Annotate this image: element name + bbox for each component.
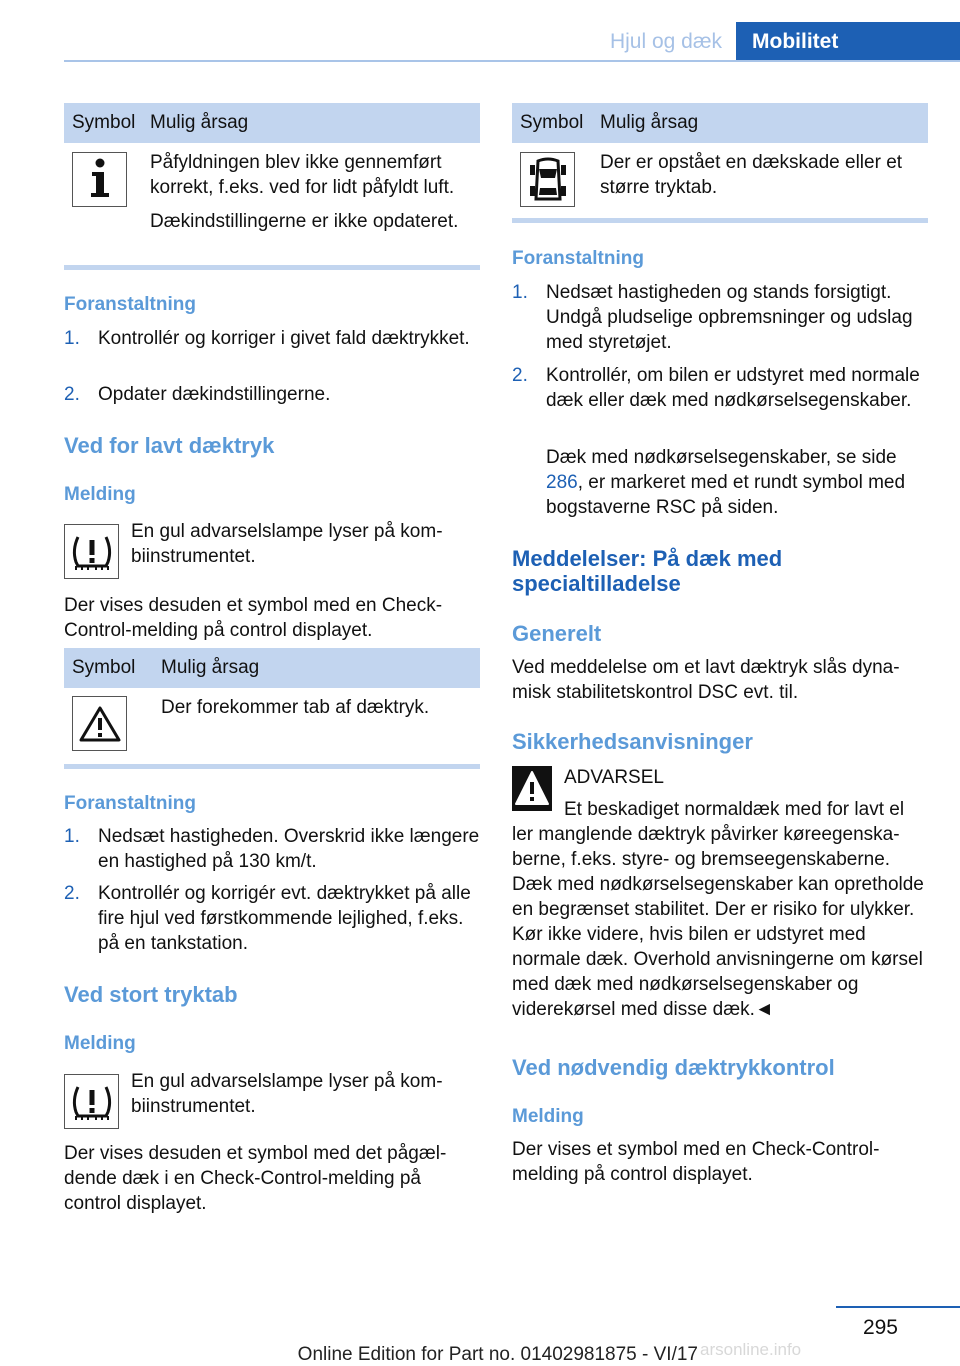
section-heading: Meddelelser: På dæk med specialtilladelse — [512, 546, 783, 596]
table-header — [512, 103, 928, 143]
lamp-text: En gul advarselslampe lyser på kombiinstrumentet. — [131, 1071, 443, 1117]
table-rule — [512, 218, 928, 223]
cause-text: Påfyldningen blev ikke gennemført korrekt, f.eks. ved for lidt påfyldt luft. — [150, 152, 455, 198]
list-text: Kontrollér og korriger i givet fald dæktrykket. — [98, 328, 470, 349]
section-heading: Ved nødvendig dæktrykkontrol — [512, 1055, 835, 1080]
body-text: Der vises et symbol med en Check-Control-melding på control displayet. — [512, 1139, 880, 1185]
page-number: 295 — [862, 1316, 898, 1339]
list-item — [64, 382, 480, 407]
page-link[interactable]: 286 — [546, 472, 578, 493]
body-text: Ved meddelelse om et lavt dæktryk slås dynamisk stabilitetskontrol DSC evt. til. — [512, 657, 900, 703]
list-text: Nedsæt hastigheden og stands forsigtigt. Undgå pludselige opbremsninger og udslag med styretøjet. — [546, 282, 913, 353]
subheading: Generelt — [512, 621, 602, 646]
measure-heading: Foranstaltning — [64, 793, 196, 814]
subheading: Melding — [64, 1033, 136, 1054]
table-header — [64, 103, 480, 143]
section-heading: Ved for lavt dæktryk — [64, 433, 275, 458]
col-symbol: Symbol — [520, 112, 584, 133]
car-damaged-tire-icon — [520, 152, 575, 207]
measure-heading: Foranstaltning — [64, 294, 196, 315]
col-cause: Mulig årsag — [600, 112, 699, 133]
col-cause: Mulig årsag — [161, 657, 260, 678]
measure-heading: Foranstaltning — [512, 248, 644, 269]
warning-triangle-icon — [512, 766, 552, 811]
table-cell-cause: Der forekommer tab af dæktryk. — [161, 697, 430, 718]
table-cell-cause — [150, 150, 480, 243]
body-text: Der vises desuden et symbol med en Check-Control-melding på control displayet. — [64, 595, 443, 641]
table-cell-cause: Der er opstået en dækskade eller et større tryktab. — [600, 152, 903, 198]
lamp-text: En gul advarselslampe lyser på kombiinstrumentet. — [131, 521, 443, 567]
warning-triangle-icon — [72, 696, 127, 751]
header-section: Hjul og dæk — [609, 30, 722, 53]
list-item — [64, 326, 480, 376]
subheading: Sikkerhedsanvisninger — [512, 729, 753, 754]
table-header — [64, 648, 480, 688]
body-text: Der vises desuden et symbol med det pågældende dæk i en Check-Control-melding på control displayet. — [64, 1143, 447, 1214]
list-item — [64, 824, 480, 874]
warning-text: Et beskadiget normaldæk med for lavt el — [564, 799, 905, 820]
list-number: 2. — [512, 365, 528, 386]
tire-pressure-warning-icon — [64, 1074, 119, 1129]
table-rule — [64, 265, 480, 270]
list-item — [64, 881, 480, 956]
col-cause: Mulig årsag — [150, 112, 249, 133]
note-suffix: , er markeret med et rundt symbol med bogstaverne RSC på siden. — [546, 472, 906, 518]
edition-text: Online Edition for Part no. 01402981875 - VI/17 — [297, 1344, 698, 1365]
cause-text: Dækindstillingerne er ikke opdateret. — [150, 211, 459, 232]
list-text: Kontrollér og korrigér evt. dæktrykket på alle fire hjul ved førstkommende lejlighed, f.eks. på en tankstation. — [98, 883, 471, 954]
info-icon — [72, 152, 127, 207]
warning-title: ADVARSEL — [564, 767, 664, 788]
note-prefix: Dæk med nødkørselsegenskaber, se side — [546, 447, 897, 468]
list-text: Nedsæt hastigheden. Overskrid ikke længere en hastighed på 130 km/t. — [98, 826, 480, 872]
subheading: Melding — [512, 1106, 584, 1127]
list-number: 1. — [64, 328, 80, 349]
list-number: 2. — [64, 883, 80, 904]
list-number: 1. — [64, 826, 80, 847]
warning-text: ler manglende dæktryk påvirker køreegenskaberne, f.eks. styre- og bremseegenskaberne. Dæk med nødkørselsegenskaber kan opretholde en begrænset stabilitet. Der er risiko for ulykker. Kør ikke videre, hvis bilen er udstyret med normale dæk. Overhold anvisningerne om kørsel med dæk med nødkørselsegenskaber og viderekørsel med disse dæk.◄ — [512, 824, 924, 1020]
header-chapter: Mobilitet — [736, 22, 960, 62]
note-text — [546, 445, 928, 520]
list-item — [512, 280, 928, 355]
list-item — [512, 363, 928, 438]
col-symbol: Symbol — [72, 657, 136, 678]
list-text: Kontrollér, om bilen er udstyret med normale dæk eller dæk med nødkørselsegenskaber. — [546, 365, 920, 411]
section-heading: Ved stort tryktab — [64, 982, 238, 1007]
table-rule — [64, 764, 480, 769]
header-rule — [64, 60, 960, 62]
footer-rule — [836, 1306, 960, 1308]
list-text: Opdater dækindstillingerne. — [98, 384, 331, 405]
watermark: arsonline.info — [700, 1340, 802, 1359]
list-number: 2. — [64, 384, 80, 405]
tire-pressure-warning-icon — [64, 524, 119, 579]
col-symbol: Symbol — [72, 112, 136, 133]
subheading: Melding — [64, 484, 136, 505]
list-number: 1. — [512, 282, 528, 303]
